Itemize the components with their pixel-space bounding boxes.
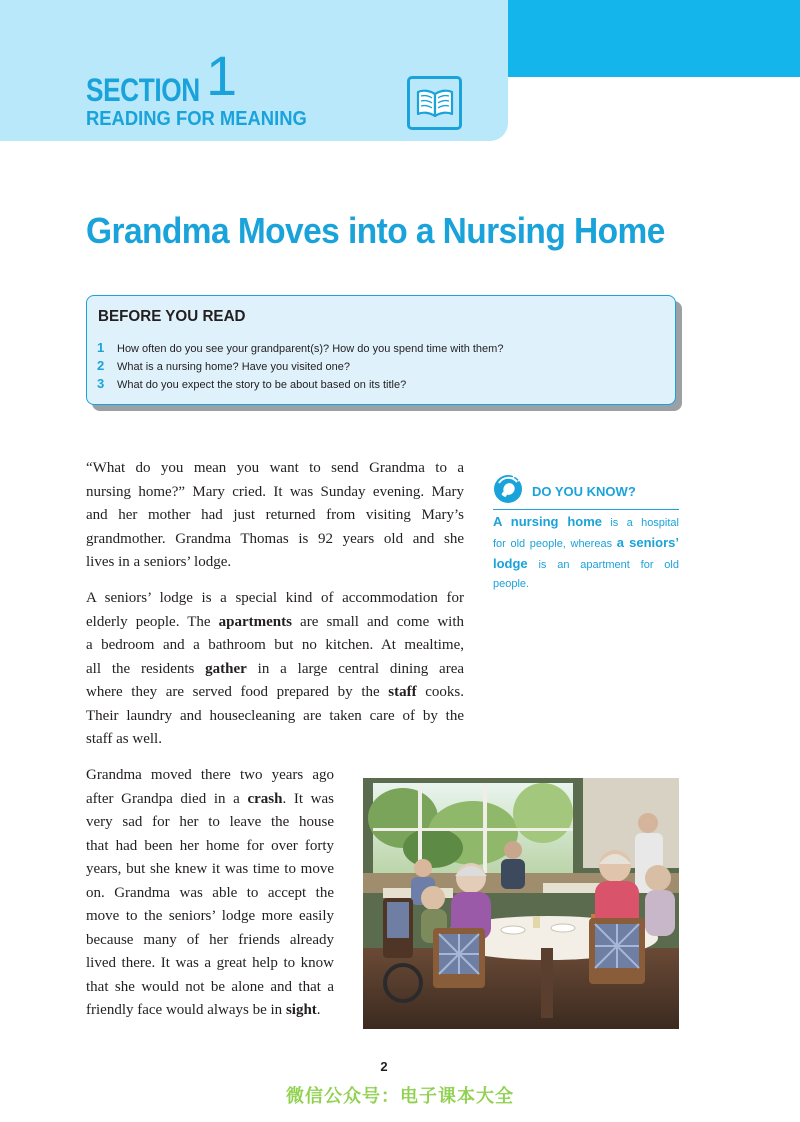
section-number: 1 (206, 44, 238, 107)
text-line: because many of her friends already (86, 931, 334, 948)
question-number: 2 (97, 358, 105, 373)
text-line: that she would not be alone and that a (86, 978, 334, 995)
paragraph-2 (86, 587, 464, 752)
text-line: a bedroom and a bathroom but no kitchen. At mealtime, (86, 637, 464, 653)
question-number: 3 (97, 376, 105, 391)
vocab-word: gather (205, 660, 247, 677)
question-item (97, 376, 406, 391)
did-you-know-text (493, 512, 679, 594)
text-line: where they are served food prepared by the staff cooks. (86, 684, 464, 700)
text-line: years, but she knew it was time to move (86, 861, 334, 877)
question-item (97, 358, 350, 373)
text-line: people. (493, 578, 530, 590)
text-line: Their laundry and housecleaning are taken care of by the (86, 707, 464, 724)
text-line: move to the seniors’ lodge more easily (86, 908, 334, 924)
text-line: nursing home?” Mary cried. It was Sunday evening. Mary (86, 483, 464, 500)
question-number: 1 (97, 340, 105, 355)
text-line: and her mother had just returned from visiting Mary’s (86, 507, 464, 523)
text-line: A seniors’ lodge is a special kind of accommodation for (86, 590, 464, 606)
question-text: What is a nursing home? Have you visited one? (117, 361, 350, 373)
before-you-read-box (86, 295, 676, 405)
question-text: What do you expect the story to be about based on its title? (117, 379, 407, 391)
question-item (97, 340, 503, 355)
page-title: Grandma Moves into a Nursing Home (86, 210, 665, 251)
text-line: elderly people. The apartments are small and come with (86, 613, 464, 630)
page-number: 2 (380, 1059, 388, 1074)
text-line: all the residents gather in a large central dining area (86, 660, 465, 677)
text-line: Grandma moved there two years ago (86, 767, 334, 783)
text-line: “What do you mean you want to send Grandma to a (86, 460, 464, 476)
did-you-know-divider (493, 509, 679, 510)
vocab-word: apartments (218, 613, 292, 630)
section-label: SECTION (86, 72, 200, 108)
section-subtitle: READING FOR MEANING (86, 108, 307, 130)
vocab-word: sight (285, 1002, 317, 1018)
header-band-dark (508, 0, 800, 77)
paragraph-1 (86, 457, 464, 575)
vocab-word: staff (388, 684, 417, 700)
vocab-word: crash (247, 790, 283, 807)
text-line: grandmother. Grandma Thomas is 92 years old and she (86, 530, 464, 547)
paragraph-3 (86, 764, 334, 1023)
text-line: after Grandpa died in a crash. It was (86, 790, 334, 807)
text-line: lives in a seniors’ lodge. (86, 554, 232, 570)
text-line: A nursing home is a hospital (493, 514, 679, 529)
text-line: staff as well. (86, 731, 162, 747)
text-line: on. Grandma was able to accept the (86, 884, 334, 901)
text-line: friendly face would always be in sight. (86, 1002, 321, 1018)
open-book-icon (407, 76, 462, 130)
text-line: lived there. It was a great help to know (86, 955, 334, 971)
before-you-read-heading: BEFORE YOU READ (98, 308, 246, 325)
watermark: 微信公众号：电子课本大全 (286, 1086, 514, 1107)
did-you-know-heading: DO YOU KNOW? (532, 484, 636, 499)
text-line: for old people, whereas a seniors’ (493, 535, 679, 550)
question-text: How often do you see your grandparent(s)? How do you spend time with them? (117, 343, 504, 355)
text-line: lodge is an apartment for old (493, 556, 679, 571)
dining-room-photo (363, 778, 679, 1029)
text-line: very sad for her to leave the house (86, 814, 334, 830)
text-line: that had been her home for over forty (86, 837, 334, 854)
lightbulb-icon (493, 474, 523, 504)
